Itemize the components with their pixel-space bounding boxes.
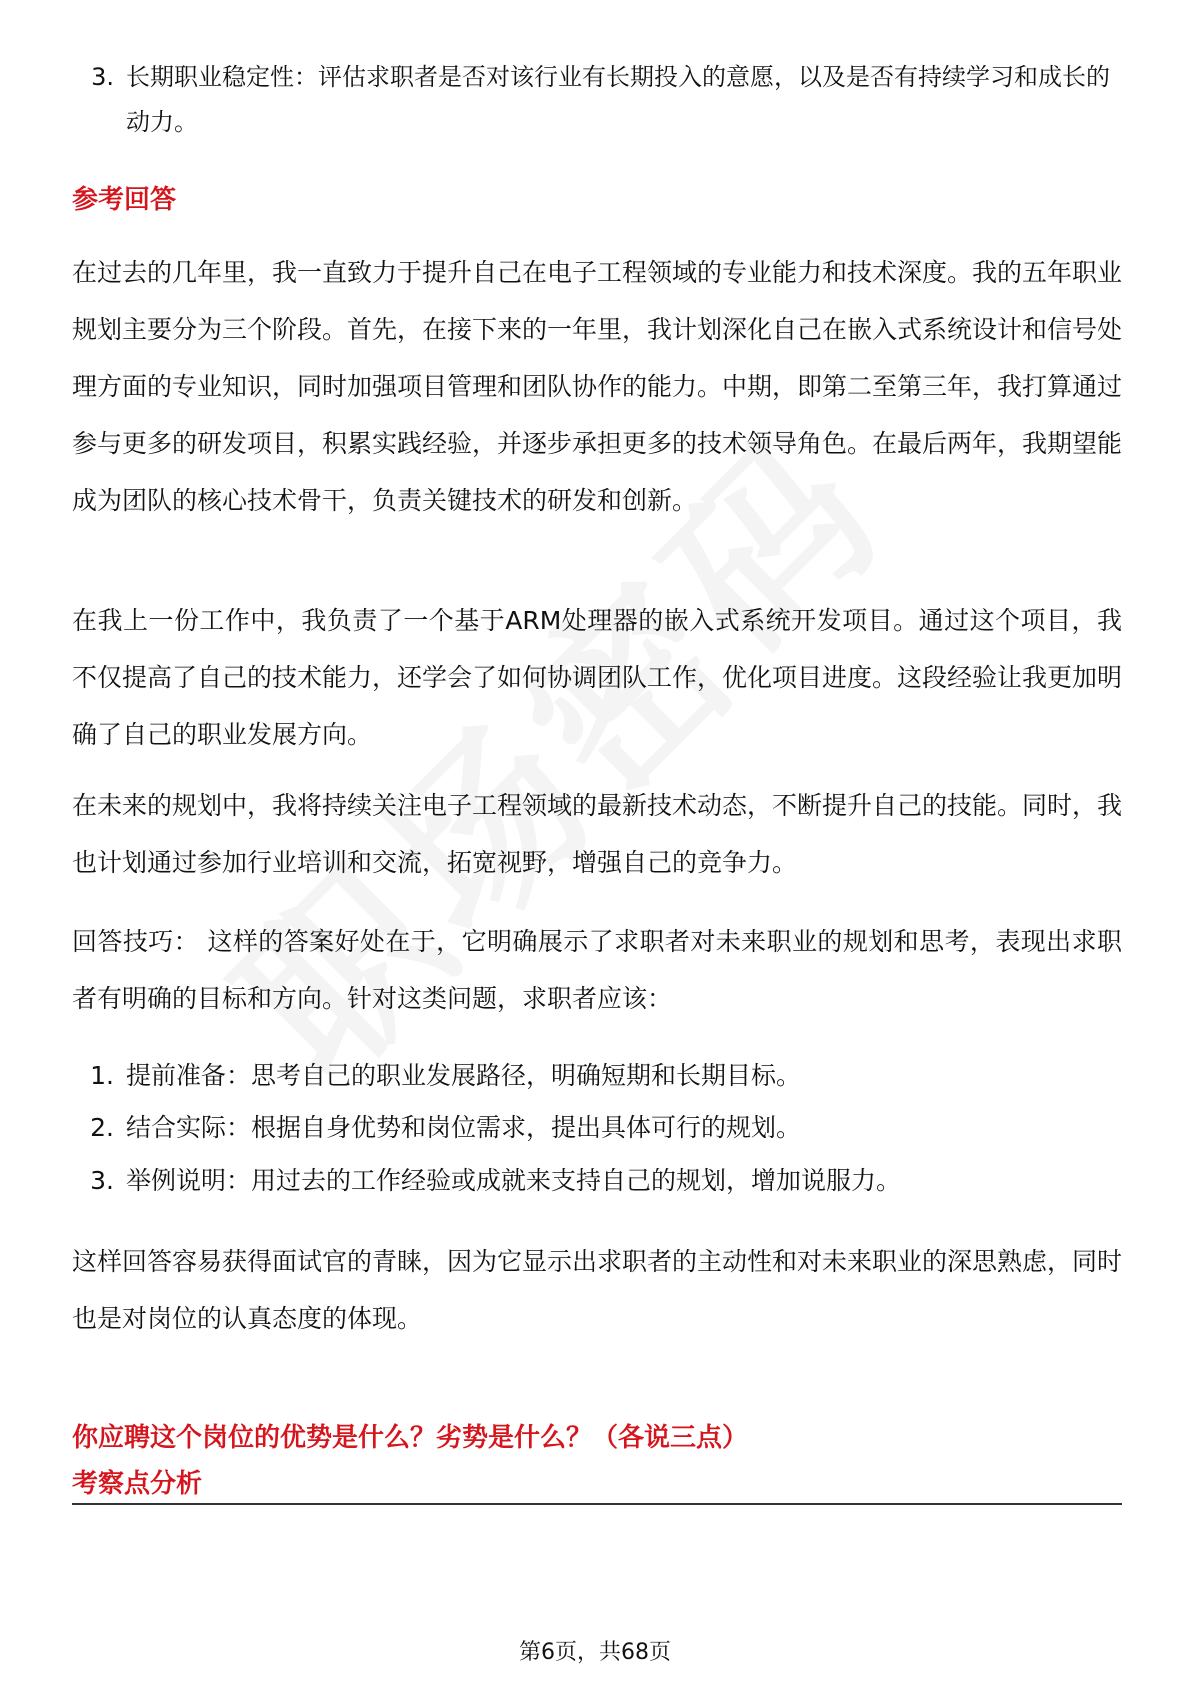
tip-text: 结合实际：根据自身优势和岗位需求，提出具体可行的规划。 — [126, 1113, 802, 1142]
tip-item — [84, 1110, 1114, 1146]
tip-text: 提前准备：思考自己的职业发展路径，明确短期和长期目标。 — [126, 1061, 802, 1090]
reference-answer-heading: 参考回答 — [72, 185, 177, 215]
tip-number: 1. — [90, 1061, 114, 1090]
tip-text: 举例说明：用过去的工作经验或成就来支持自己的规划，增加说服力。 — [126, 1166, 902, 1195]
list-item-text: 长期职业稳定性：评估求职者是否对该行业有长期投入的意愿，以及是否有持续学习和成长的动力。 — [126, 63, 1110, 136]
page-footer: 第6页，共68页 — [519, 1640, 671, 1665]
list-item-long-term-stability — [84, 55, 1114, 145]
tip-number: 3. — [90, 1166, 114, 1195]
answer-paragraph-2: 在我上一份工作中，我负责了一个基于ARM处理器的嵌入式系统开发项目。通过这个项目，我不仅提高了自己的技术能力，还学会了如何协调团队工作，优化项目进度。这段经验让我更加明确了自己的职业发展方向。 — [72, 606, 1123, 749]
next-question-heading: 你应聘这个岗位的优势是什么？劣势是什么？（各说三点） — [72, 1423, 749, 1453]
section-divider — [72, 1503, 1122, 1505]
tips-intro-paragraph: 回答技巧： 这样的答案好处在于，它明确展示了求职者对未来职业的规划和思考，表现出求职者有明确的目标和方向。针对这类问题，求职者应该： — [72, 927, 1122, 1013]
tip-item — [84, 1163, 1114, 1199]
analysis-heading: 考察点分析 — [72, 1469, 203, 1499]
tip-number: 2. — [90, 1113, 114, 1142]
closing-paragraph: 这样回答容易获得面试官的青睐，因为它显示出求职者的主动性和对未来职业的深思熟虑，同时也是对岗位的认真态度的体现。 — [72, 1247, 1123, 1333]
list-number: 3. — [91, 63, 114, 91]
tip-item — [84, 1058, 1114, 1094]
answer-paragraph-1: 在过去的几年里，我一直致力于提升自己在电子工程领域的专业能力和技术深度。我的五年职业规划主要分为三个阶段。首先，在接下来的一年里，我计划深化自己在嵌入式系统设计和信号处理方面的专业知识，同时加强项目管理和团队协作的能力。中期，即第二至第三年，我打算通过参与更多的研发项目，积累实践经验，并逐步承担更多的技术领导角色。在最后两年，我期望能成为团队的核心技术骨干，负责关键技术的研发和创新。 — [72, 258, 1123, 515]
answer-paragraph-3: 在未来的规划中，我将持续关注电子工程领域的最新技术动态，不断提升自己的技能。同时，我也计划通过参加行业培训和交流，拓宽视野，增强自己的竞争力。 — [72, 791, 1123, 877]
